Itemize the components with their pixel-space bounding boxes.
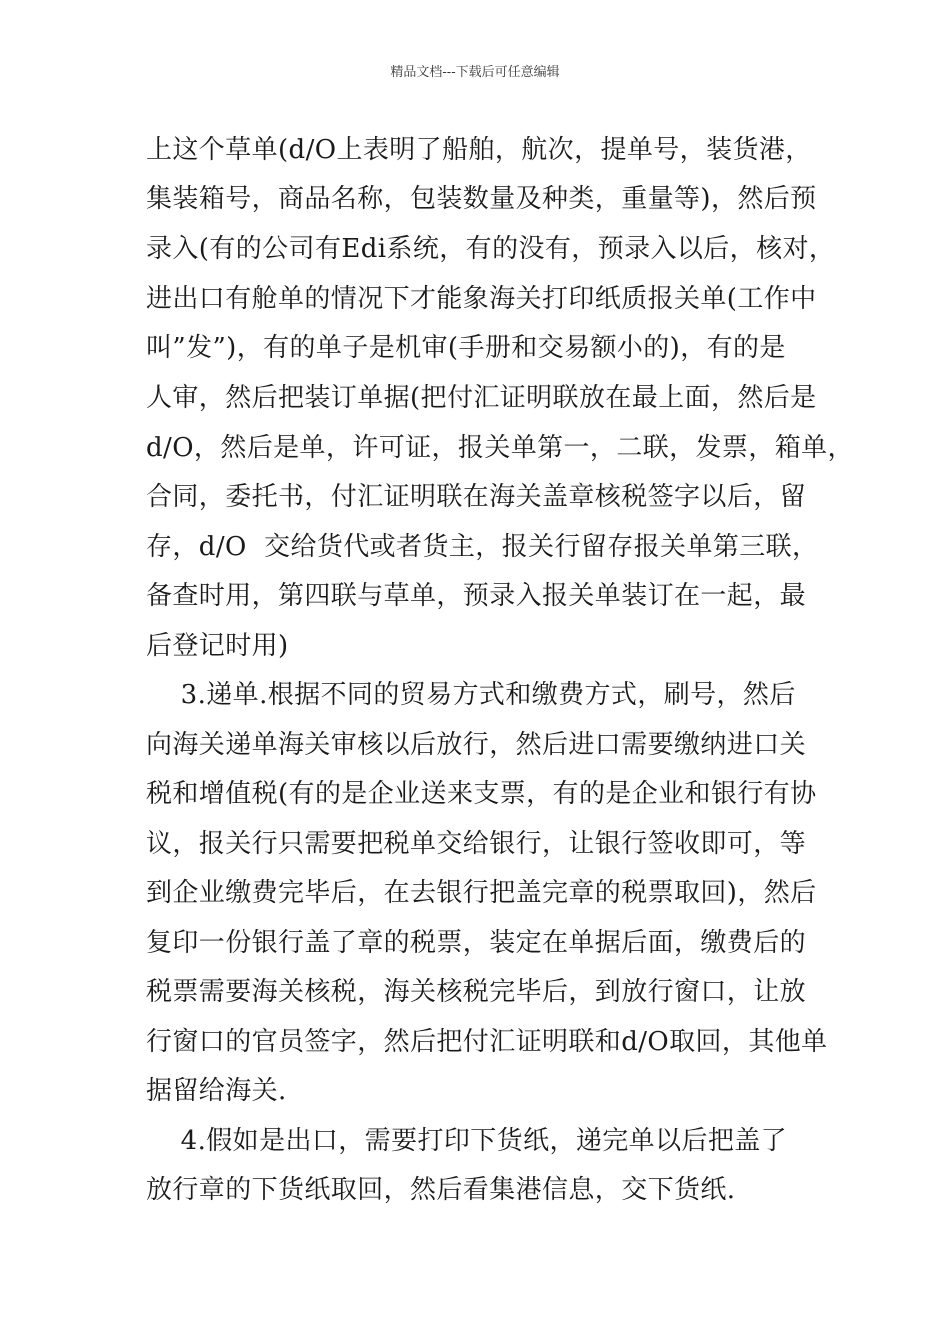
text-line: 据留给海关. xyxy=(146,1076,287,1106)
text-line: d/O，然后是单，许可证，报关单第一，二联，发票，箱单， xyxy=(146,433,854,463)
text-line: 税和增值税(有的是企业送来支票，有的是企业和银行有协 xyxy=(146,779,817,809)
text-line: 到企业缴费完毕后，在去银行把盖完章的税票取回)，然后 xyxy=(146,878,817,908)
text-line: 录入(有的公司有Edi系统，有的没有，预录入以后，核对， xyxy=(146,234,836,264)
text-line: 人审，然后把装订单据(把付汇证明联放在最上面，然后是 xyxy=(146,383,817,413)
text-line: 集装箱号，商品名称，包装数量及种类，重量等)，然后预 xyxy=(146,184,817,214)
text-line: 上这个草单(d/O上表明了船舶，航次，提单号，装货港， xyxy=(146,135,812,165)
page-header: 精品文档---下载后可任意编辑 xyxy=(390,65,560,80)
text-line: 4.假如是出口，需要打印下货纸，递完单以后把盖了 xyxy=(146,1126,788,1156)
text-line: 合同，委托书，付汇证明联在海关盖章核税签字以后，留 xyxy=(146,482,807,512)
text-line: 议，报关行只需要把税单交给银行，让银行签收即可，等 xyxy=(146,829,807,859)
text-line: 放行章的下货纸取回，然后看集港信息，交下货纸. xyxy=(146,1175,736,1205)
text-line: 向海关递单海关审核以后放行，然后进口需要缴纳进口关 xyxy=(146,730,807,760)
text-line: 后登记时用) xyxy=(146,631,289,661)
text-line: 行窗口的官员签字，然后把付汇证明联和d/O取回，其他单 xyxy=(146,1027,828,1057)
text-line: 税票需要海关核税，海关核税完毕后，到放行窗口，让放 xyxy=(146,977,807,1007)
text-line: 3.递单.根据不同的贸易方式和缴费方式，刷号，然后 xyxy=(146,680,796,710)
text-line: 叫”发”)，有的单子是机审(手册和交易额小的)，有的是 xyxy=(146,333,786,363)
text-line: 备查时用，第四联与草单，预录入报关单装订在一起，最 xyxy=(146,581,807,611)
text-line: 进出口有舱单的情况下才能象海关打印纸质报关单(工作中 xyxy=(146,284,817,314)
text-line: 存，d/O 交给货代或者货主，报关行留存报关单第三联， xyxy=(146,532,819,562)
text-line: 复印一份银行盖了章的税票，装定在单据后面，缴费后的 xyxy=(146,928,807,958)
